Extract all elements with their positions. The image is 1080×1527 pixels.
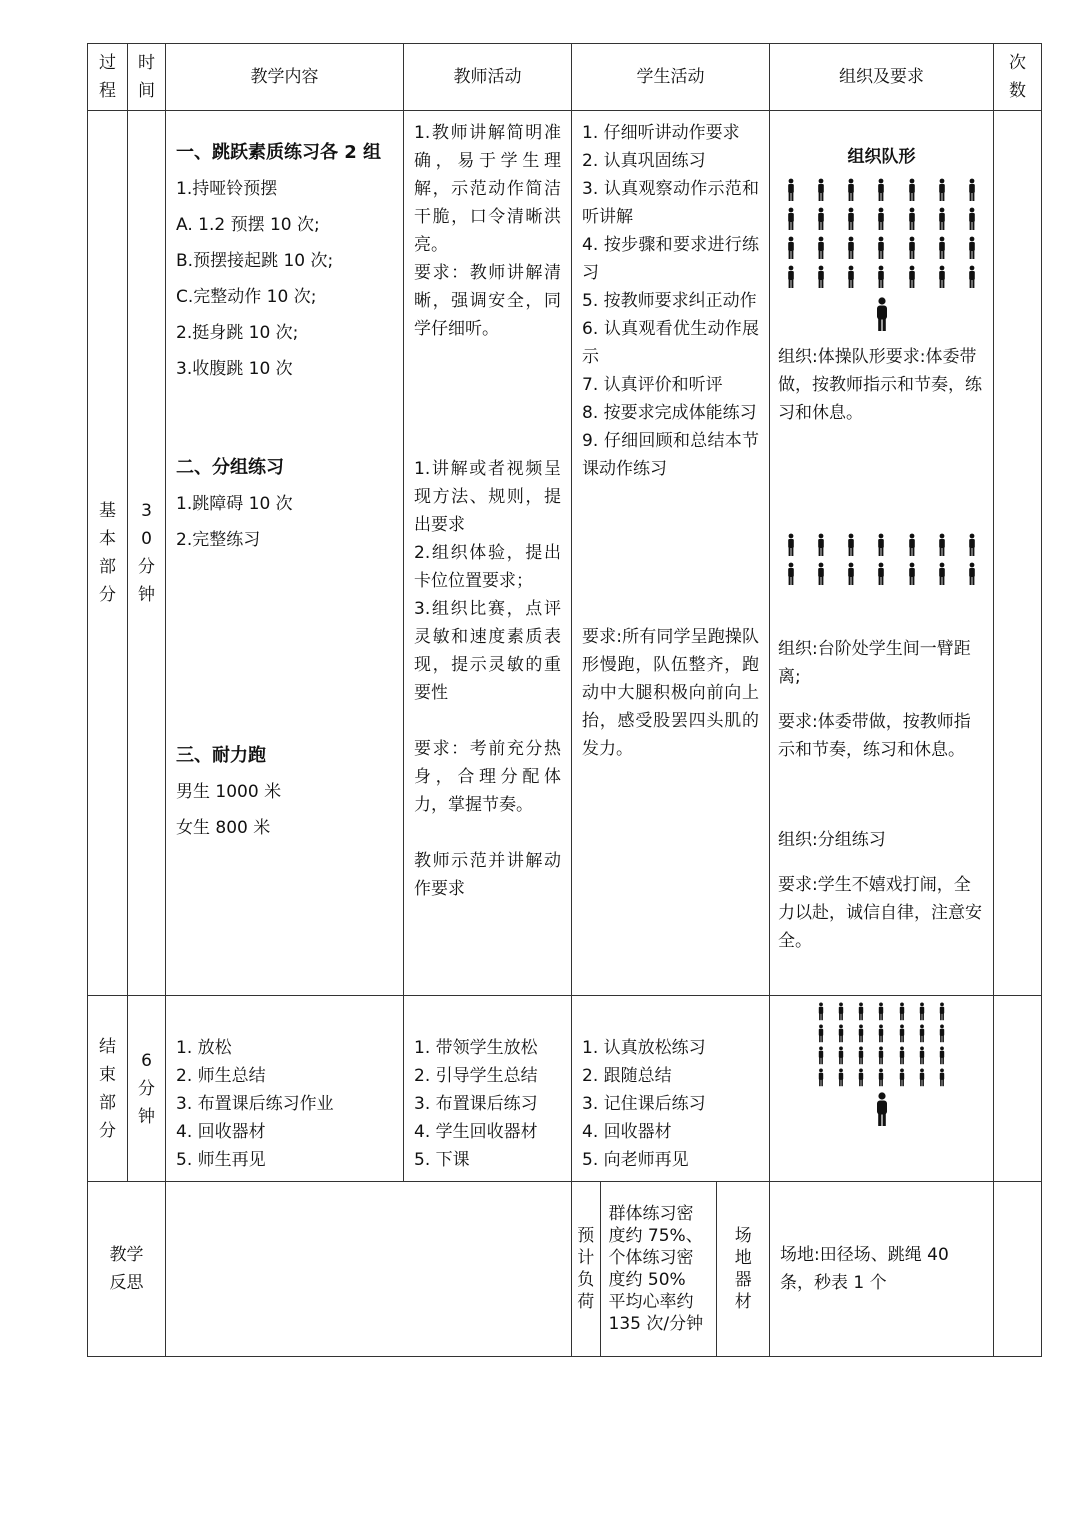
- person-icon: [786, 265, 796, 289]
- load-cell: [572, 1182, 770, 1357]
- content-line: A. 1.2 预摆 10 次;: [176, 215, 320, 235]
- teacher-note: 2.组织体验，提出卡位位置要求；: [414, 543, 561, 591]
- teacher-note: 要求：考前充分热身，合理分配体力，掌握节奏。: [414, 739, 561, 815]
- ending-student-line: 5. 向老师再见: [582, 1150, 689, 1170]
- formation-row: [817, 1066, 947, 1088]
- person-icon: [907, 236, 917, 260]
- person-icon: [937, 265, 947, 289]
- person-icon: [817, 1068, 825, 1087]
- org-note: 要求:学生不嬉戏打闹，全力以赴，诚信自律，注意安全。: [778, 875, 982, 951]
- person-icon: [918, 1024, 926, 1043]
- person-icon: [846, 178, 856, 202]
- content-line: 2.挺身跳 10 次;: [176, 323, 299, 343]
- student-step: 2. 认真巩固练习: [582, 151, 706, 171]
- student-step: 3. 认真观察动作示范和听讲解: [582, 179, 759, 227]
- teacher-note: 3.组织比赛，点评灵敏和速度素质表现，提示灵敏的重要性: [414, 599, 561, 703]
- person-icon: [898, 1046, 906, 1065]
- formation-row: [817, 1022, 947, 1044]
- person-icon: [837, 1068, 845, 1087]
- basic-row: [88, 111, 1042, 996]
- person-icon: [857, 1002, 865, 1021]
- teacher-icon: [874, 297, 890, 331]
- person-icon: [907, 207, 917, 231]
- person-icon: [967, 265, 977, 289]
- student-step: 5. 按教师要求纠正动作: [582, 291, 757, 311]
- person-icon: [938, 1024, 946, 1043]
- ending-times: [994, 996, 1042, 1182]
- basic-teacher: [404, 111, 572, 996]
- ending-time: 6 分 钟: [128, 996, 166, 1182]
- person-icon: [876, 178, 886, 202]
- person-icon: [846, 533, 856, 557]
- formation-row: [778, 559, 985, 588]
- ending-content-line: 4. 回收器材: [176, 1122, 266, 1142]
- content-line: 男生 1000 米: [176, 782, 282, 802]
- person-icon: [786, 207, 796, 231]
- formation-row: [778, 233, 985, 262]
- person-icon: [816, 236, 826, 260]
- person-icon: [967, 236, 977, 260]
- teacher-note: 教师示范并讲解动作要求: [414, 851, 561, 899]
- person-icon: [786, 533, 796, 557]
- student-requirement: 要求:所有同学呈跑操队形慢跑，队伍整齐，跑动中大腿积极向前向上抬，感受股罢四头肌的发力。: [582, 627, 759, 759]
- person-icon: [846, 207, 856, 231]
- ending-student-line: 3. 记住课后练习: [582, 1094, 706, 1114]
- formation-row: [778, 175, 985, 204]
- basic-process: 基 本 部 分: [88, 111, 128, 996]
- content-line: 3.收腹跳 10 次: [176, 359, 293, 379]
- person-icon: [918, 1002, 926, 1021]
- formation-title: 组织队形: [847, 147, 916, 167]
- header-teacher: 教师活动: [404, 44, 572, 111]
- person-icon: [837, 1046, 845, 1065]
- person-icon: [786, 562, 796, 586]
- reflection-row: [88, 1182, 1042, 1357]
- person-icon: [898, 1068, 906, 1087]
- person-icon: [816, 207, 826, 231]
- person-icon: [877, 1002, 885, 1021]
- load-text: 群体练习密 度约 75%、 个体练习密 度约 50% 平均心率约 135 次/分钟: [600, 1182, 716, 1356]
- teacher-note: 1.教师讲解简明准确，易于学生理解，示范动作简洁干脆，口令清晰洪亮。: [414, 123, 561, 255]
- content-line: C.完整动作 10 次;: [176, 287, 317, 307]
- content-line: 2.完整练习: [176, 530, 261, 550]
- student-step: 1. 仔细听讲动作要求: [582, 123, 740, 143]
- person-icon: [857, 1024, 865, 1043]
- content-line: 女生 800 米: [176, 818, 271, 838]
- student-step: 6. 认真观看优生动作展示: [582, 319, 759, 367]
- person-icon: [816, 265, 826, 289]
- header-content: 教学内容: [166, 44, 404, 111]
- section-3-title: 三、耐力跑: [176, 745, 266, 766]
- ending-teacher-line: 3. 布置课后练习: [414, 1094, 538, 1114]
- person-icon: [967, 178, 977, 202]
- org-note: 要求:体委带做，按教师指示和节奏，练习和休息。: [778, 712, 971, 760]
- person-icon: [876, 236, 886, 260]
- person-icon: [907, 178, 917, 202]
- teacher-note: 1.讲解或者视频呈现方法、规则，提出要求: [414, 459, 561, 535]
- person-icon: [907, 265, 917, 289]
- ending-teacher-line: 4. 学生回收器材: [414, 1122, 538, 1142]
- ending-content-line: 2. 师生总结: [176, 1066, 266, 1086]
- student-step: 8. 按要求完成体能练习: [582, 403, 757, 423]
- person-icon: [786, 236, 796, 260]
- ending-student: [572, 996, 770, 1182]
- header-student: 学生活动: [572, 44, 770, 111]
- person-icon: [816, 533, 826, 557]
- person-icon: [907, 533, 917, 557]
- ending-student-line: 2. 跟随总结: [582, 1066, 672, 1086]
- person-icon: [876, 207, 886, 231]
- person-icon: [918, 1068, 926, 1087]
- person-icon: [877, 1068, 885, 1087]
- ending-content-line: 3. 布置课后练习作业: [176, 1094, 334, 1114]
- teacher-note: 要求：教师讲解清晰，强调安全，同学仔细听。: [414, 263, 561, 339]
- content-line: B.预摆接起跳 10 次;: [176, 251, 334, 271]
- load-label: 预 计 负 荷: [572, 1182, 600, 1356]
- header-organization: 组织及要求: [770, 44, 994, 111]
- person-icon: [967, 533, 977, 557]
- venue-label: 场 地 器 材: [734, 1226, 752, 1312]
- student-step: 7. 认真评价和听评: [582, 375, 723, 395]
- ending-student-line: 1. 认真放松练习: [582, 1038, 706, 1058]
- reflection-times: [994, 1182, 1042, 1357]
- formation-row: [817, 1000, 947, 1022]
- content-line: 1.跳障碍 10 次: [176, 494, 293, 514]
- person-icon: [876, 265, 886, 289]
- ending-content: [166, 996, 404, 1182]
- person-icon: [937, 562, 947, 586]
- header-row: [88, 44, 1042, 111]
- ending-process: 结 束 部 分: [88, 996, 128, 1182]
- person-icon: [786, 178, 796, 202]
- ending-row: [88, 996, 1042, 1182]
- person-icon: [817, 1046, 825, 1065]
- person-icon: [846, 265, 856, 289]
- person-icon: [837, 1002, 845, 1021]
- teacher-figure: [778, 291, 985, 337]
- formation-diagram: [778, 175, 985, 291]
- section-1-title: 一、跳跃素质练习各 2 组: [176, 142, 382, 163]
- formation-row: [778, 262, 985, 291]
- teacher-icon: [874, 1092, 890, 1126]
- ending-student-line: 4. 回收器材: [582, 1122, 672, 1142]
- ending-content-line: 5. 师生再见: [176, 1150, 266, 1170]
- person-icon: [898, 1002, 906, 1021]
- basic-times: [994, 111, 1042, 996]
- basic-student: [572, 111, 770, 996]
- person-icon: [907, 562, 917, 586]
- ending-organization: [770, 996, 994, 1182]
- section-2-title: 二、分组练习: [176, 457, 284, 478]
- person-icon: [876, 562, 886, 586]
- formation-row: [817, 1044, 947, 1066]
- person-icon: [857, 1046, 865, 1065]
- person-icon: [846, 236, 856, 260]
- person-icon: [938, 1046, 946, 1065]
- person-icon: [846, 562, 856, 586]
- formation-diagram: [770, 1000, 993, 1088]
- person-icon: [938, 1002, 946, 1021]
- basic-organization: [770, 111, 994, 996]
- person-icon: [967, 562, 977, 586]
- ending-content-line: 1. 放松: [176, 1038, 232, 1058]
- basic-time: 3 0 分 钟: [128, 111, 166, 996]
- student-step: 4. 按步骤和要求进行练习: [582, 235, 759, 283]
- header-time: 时 间: [128, 44, 166, 111]
- person-icon: [937, 207, 947, 231]
- person-icon: [816, 562, 826, 586]
- venue-text: 场地:田径场、跳绳 40 条，秒表 1 个: [770, 1182, 994, 1357]
- student-step: 9. 仔细回顾和总结本节课动作练习: [582, 431, 759, 479]
- person-icon: [877, 1024, 885, 1043]
- person-icon: [918, 1046, 926, 1065]
- person-icon: [877, 1046, 885, 1065]
- person-icon: [876, 533, 886, 557]
- person-icon: [817, 1024, 825, 1043]
- reflection-body: [166, 1182, 572, 1357]
- person-icon: [967, 207, 977, 231]
- person-icon: [937, 236, 947, 260]
- person-icon: [937, 533, 947, 557]
- header-process: 过 程: [88, 44, 128, 111]
- formation-row: [778, 530, 985, 559]
- formation-diagram: [778, 530, 985, 588]
- ending-teacher-line: 1. 带领学生放松: [414, 1038, 538, 1058]
- basic-content: [166, 111, 404, 996]
- person-icon: [837, 1024, 845, 1043]
- person-icon: [938, 1068, 946, 1087]
- person-icon: [937, 178, 947, 202]
- org-note: 组织:分组练习: [778, 830, 886, 850]
- person-icon: [898, 1024, 906, 1043]
- ending-teacher-line: 2. 引导学生总结: [414, 1066, 538, 1086]
- person-icon: [857, 1068, 865, 1087]
- lesson-plan-table: [87, 43, 1042, 1357]
- org-note: 组织:体操队形要求:体委带做，按教师指示和节奏，练习和休息。: [778, 347, 982, 423]
- ending-teacher: [404, 996, 572, 1182]
- formation-row: [778, 204, 985, 233]
- org-note: 组织:台阶处学生间一臂距离;: [778, 639, 971, 687]
- person-icon: [817, 1002, 825, 1021]
- header-times: 次 数: [994, 44, 1042, 111]
- content-line: 1.持哑铃预摆: [176, 179, 278, 199]
- ending-teacher-line: 5. 下课: [414, 1150, 470, 1170]
- person-icon: [816, 178, 826, 202]
- load-subtable: [572, 1182, 770, 1356]
- teacher-figure: [770, 1088, 993, 1132]
- reflection-label: 教学 反思: [88, 1182, 166, 1357]
